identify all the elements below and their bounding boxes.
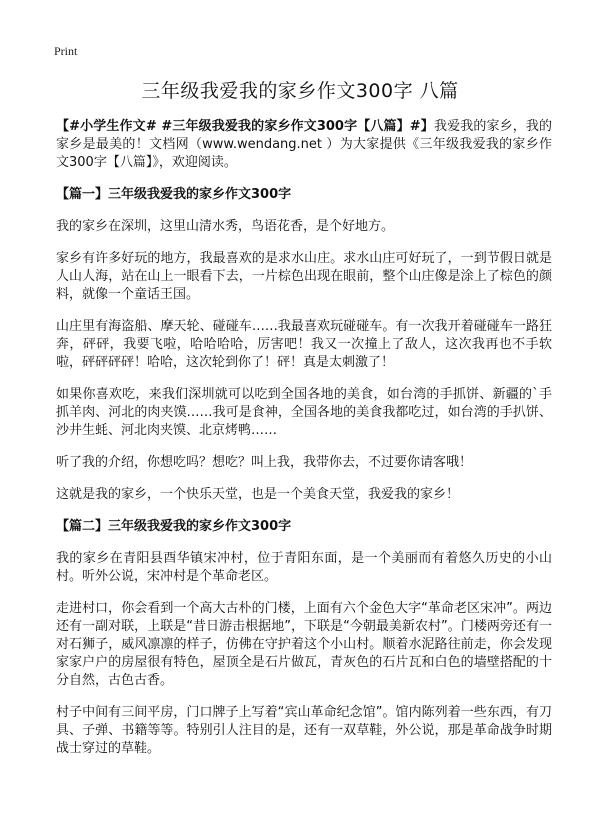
paragraph: 村子中间有三间平房，门口牌子上写着“宾山革命纪念馆”。馆内陈列着一些东西，有刀 具、子弹、书籍等等。特别引人注目的是，还有一双草鞋，外公说，那是革命战争时期战士穿过的草鞋。 xyxy=(56,705,552,756)
paragraph: 走进村口，你会看到一个高大古朴的门楼，上面有六个金色大字“革命老区宋冲”。两边还有一副对联，上联是“昔日游击根据地”，下联是“今朝最美新农村”。门楼两旁还有一对石狮子，威风凛凛的样子，仿佛在守护着这个小山村。顺着水泥路往前走，你会发现家家户户的房屋很有特色，屋顶全是石片做瓦，青灰色的石片瓦和白色的墙壁搭配的十分自然，古色古香。 xyxy=(56,601,552,688)
paragraph: 这就是我的家乡，一个快乐天堂，也是一个美食天堂，我爱我的家乡！ xyxy=(56,487,460,502)
paragraph: 听了我的介绍，你想吃吗？想吃？叫上我，我带你去，不过要你请客哦！ xyxy=(56,455,473,470)
paragraph: 如果你喜欢吃，来我们深圳就可以吃到全国各地的美食，如台湾的手抓饼、新疆的`手抓羊肉、河北的肉夹馍……我可是食神，全国各地的美食我都吃过，如台湾的手扒饼、沙井生蚝、河北肉夹馍、北京烤鸭…… xyxy=(56,387,552,438)
page-title: 三年级我爱我的家乡作文300字 八篇 xyxy=(141,80,459,102)
section-heading: 【篇一】三年级我爱我的家乡作文300字 xyxy=(56,187,292,202)
paragraph: 山庄里有海盗船、摩天轮、碰碰车……我最喜欢玩碰碰车。有一次我开着碰碰车一路狂奔，砰砰，我要飞啦，哈哈哈哈，厉害吧！我又一次撞上了敌人，这次我再也不手软啦，砰砰砰砰！哈哈，这次轮到你了！砰！真是太刺激了！ xyxy=(56,319,552,370)
paragraph: 家乡有许多好玩的地方，我最喜欢的是求水山庄。求水山庄可好玩了，一到节假日就是人山人海，站在山上一眼看下去，一片棕色出现在眼前，整个山庄像是涂上了棕色的颜料，就像一个童话王国。 xyxy=(56,251,552,302)
paragraph: 我的家乡在青阳县酉华镇宋冲村，位于青阳东面，是一个美丽而有着悠久历史的小山村。听外公说，宋冲村是个革命老区。 xyxy=(56,551,552,584)
print-link[interactable]: Print xyxy=(54,44,78,58)
intro-paragraph xyxy=(56,118,552,172)
article-body xyxy=(56,118,552,772)
intro-text: 我爱我的家乡，我的家乡是最美的！文档网（www.wendang.net ）为大家提供《三年级我爱我的家乡作文300字【八篇】》，欢迎阅读。 xyxy=(56,119,552,170)
intro-tag-label: 【#小学生作文# #三年级我爱我的家乡作文300字【八篇】#】 xyxy=(56,119,434,134)
section-heading: 【篇二】三年级我爱我的家乡作文300字 xyxy=(56,519,292,534)
paragraph: 我的家乡在深圳，这里山清水秀，鸟语花香，是个好地方。 xyxy=(56,219,395,234)
